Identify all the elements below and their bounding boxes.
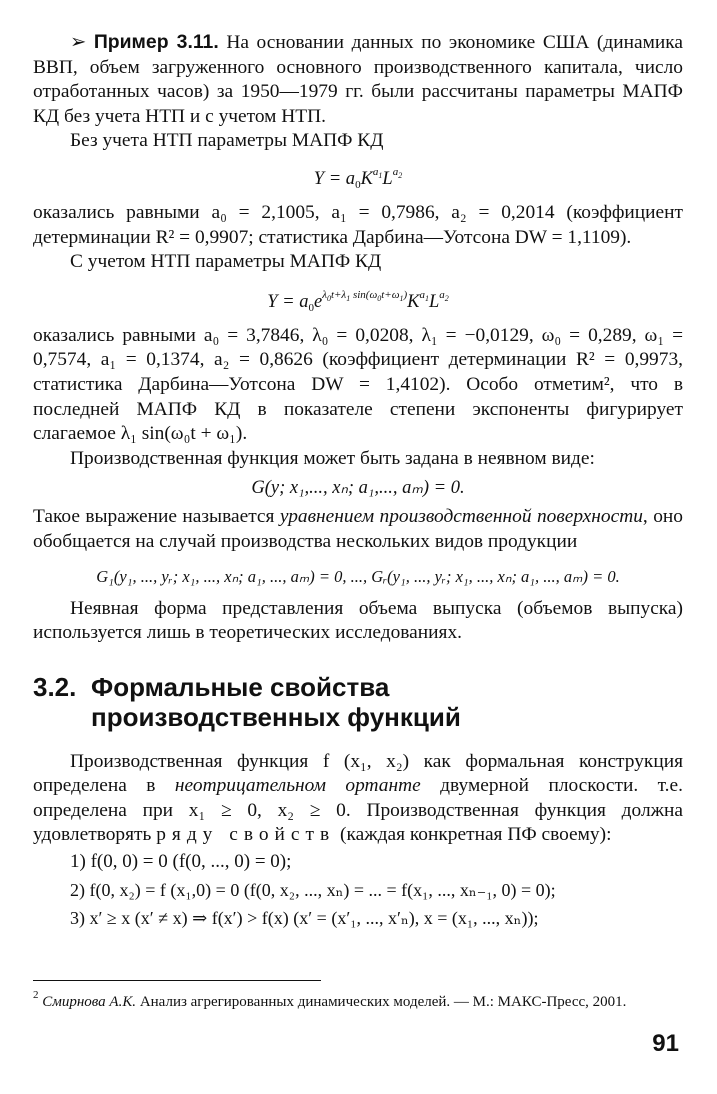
properties-spaced: ряду свойств [156, 824, 336, 846]
implicit-text-before: Такое выражение называется [33, 506, 275, 528]
footnote-divider [33, 980, 321, 981]
implicit-text-after: , оно обобщается на случай производства нескольких видов продукции [33, 506, 683, 552]
no-ntp-result: оказались равными a₀ = 2,1005, a₁ = 0,7986, a₂ = 0,2014 (коэффициент детерминации R² = 0,9907; статистика Дарбина—Уотсона DW = 1,1109). [33, 201, 683, 248]
example-label: Пример 3.11. [93, 31, 219, 53]
properties-text-a: Производственная функция f (x₁, x₂) как формальная конструкция определена в [33, 750, 683, 797]
with-ntp-result: оказались равными a₀ = 3,7846, λ₀ = 0,0208, λ₁ = −0,0129, ω₀ = 0,289, ω₁ = 0,7574, a₁ = 0,1374, a₂ = 0,8626 (коэффициент детерминации R² = 0,9973, статистика Дарбина—Уотсона DW = 1,4102). Особо отметим², что в последней МАПФ КД в показателе степени экспоненты фигурирует слагаемое λ₁ sin(ω₀t + ω₁). [33, 324, 683, 445]
property-item-3: 3) x′ ≥ x (x′ ≠ x) ⇒ f(x′) > f(x) (x′ = (x′₁, ..., x′ₙ), x = (x₁, ..., xₙ)); [70, 908, 539, 929]
example-paragraph [33, 30, 683, 129]
formula-no-ntp-text: $Y = a_0K^{a_1}L^{a_2}$ [313, 165, 403, 191]
properties-text-c: (каждая конкретная ПФ своему): [340, 824, 612, 846]
arrow-marker-icon: ➢ [70, 32, 87, 53]
implicit-paragraph [33, 505, 683, 554]
implicit-note: Неявная форма представления объема выпуска (объемов выпуска) используется лишь в теоретических исследованиях. [33, 597, 683, 644]
implicit-intro: Производственная функция может быть задана в неявном виде: [70, 447, 595, 469]
footnote [33, 989, 683, 1013]
footnote-author: Смирнова А.К. [42, 994, 137, 1010]
property-item-2: 2) f(0, x₂) = f (x₁,0) = 0 (f(0, x₂, ..., xₙ) = ... = f(x₁, ..., xₙ₋₁, 0) = 0); [70, 880, 556, 901]
page-number: 91 [652, 1030, 679, 1057]
property-item-1: 1) f(0, 0) = 0 (f(0, ..., 0) = 0); [70, 851, 292, 873]
page-body [33, 30, 683, 932]
section-title-line2: производственных функций [91, 701, 461, 732]
implicit-term: уравнением производственной поверхности [279, 506, 643, 528]
properties-text-b: двумерной плоскости. т.е. определена при x₁ ≥ 0, x₂ ≥ 0. Производственная функция должна удовлетворять [33, 775, 683, 846]
formula-implicit: G(y; x₁,..., xₙ; a₁,..., aₘ) = 0. [251, 478, 465, 499]
section-heading [33, 672, 683, 732]
formula-with-ntp: $Y = a_0e^{\lambda_0t+\lambda_1 sin(\omega_0t+\omega_1)}K^{a_1}L^{a_2}$ [267, 288, 449, 314]
example-text: На основании данных по экономике США (динамика ВВП, объем загруженного основного производственного капитала, число отработанных часов) за 1950—1979 гг. были рассчитаны параметры МАПФ КД без учета НТП и с учетом НТП. [33, 32, 683, 127]
section-number: 3.2. [33, 671, 77, 702]
no-ntp-intro: Без учета НТП параметры МАПФ КД [70, 130, 384, 152]
section-title-line1: Формальные свойства [91, 671, 390, 702]
with-ntp-intro: С учетом НТП параметры МАПФ КД [70, 251, 382, 273]
properties-term: неотрицательном ортанте [174, 775, 421, 797]
properties-paragraph [33, 750, 683, 848]
footnote-text: Анализ агрегированных динамических моделей. — М.: МАКС-Пресс, 2001. [139, 994, 627, 1010]
formula-no-ntp [33, 166, 683, 191]
formula-multi-output: G₁(y₁, ..., yᵣ; x₁, ..., xₙ; a₁, ..., aₘ) = 0, ..., Gᵣ(y₁, ..., yᵣ; x₁, ..., xₙ; a₁, ..., aₘ) = 0. [96, 566, 620, 586]
footnote-mark: 2 [33, 989, 39, 1001]
